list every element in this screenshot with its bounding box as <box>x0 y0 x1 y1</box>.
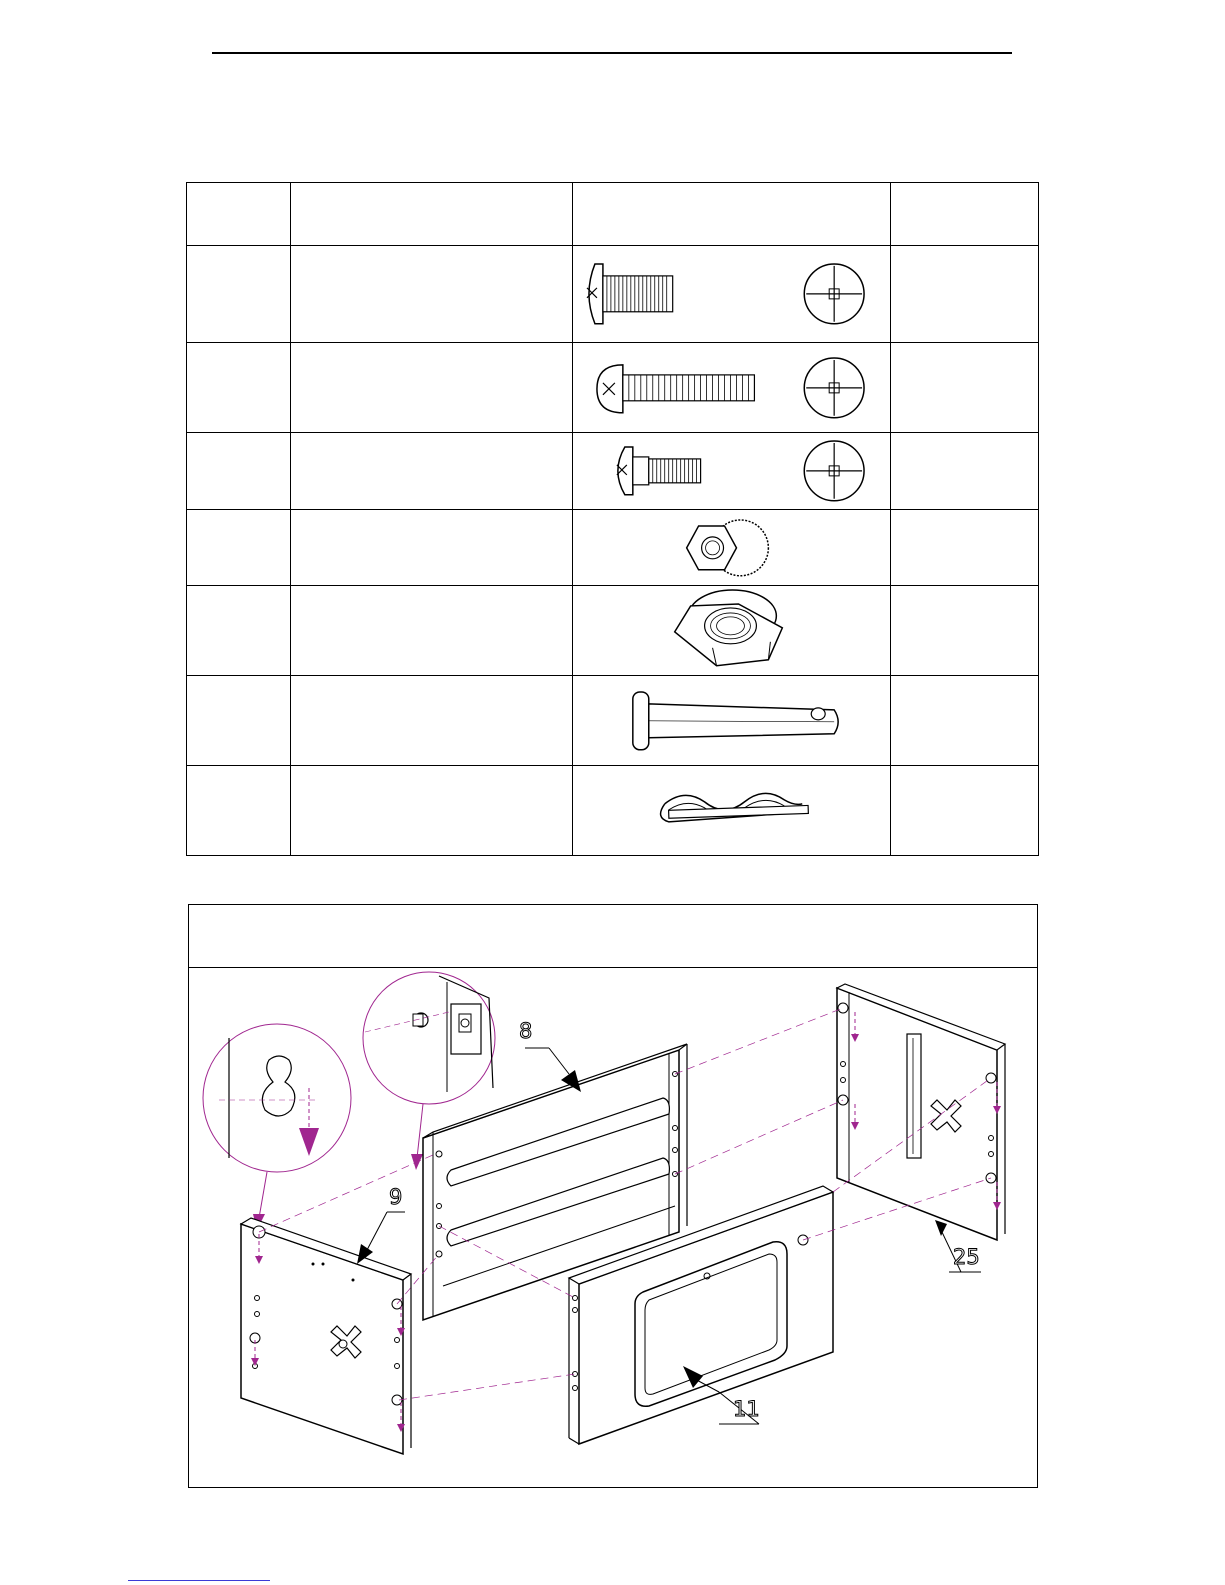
table-row <box>187 585 1039 675</box>
hardware-parts-table <box>186 182 1039 856</box>
phillips-pan-screw-long-icon <box>573 343 890 433</box>
callout-8 <box>519 1019 581 1092</box>
table-row <box>187 433 1039 510</box>
right-side-panel <box>837 984 1005 1240</box>
footer-link-underline <box>128 1580 270 1581</box>
svg-text:9: 9 <box>389 1185 403 1209</box>
header-rule <box>212 52 1012 54</box>
table-row <box>187 342 1039 433</box>
table-row <box>187 675 1039 766</box>
assembly-step-box <box>188 904 1038 1488</box>
lock-nut-icon <box>573 586 890 675</box>
header-picture-cell <box>573 183 891 246</box>
flange-nut-icon <box>573 510 890 585</box>
callout-9 <box>357 1185 405 1264</box>
screw-detail-circle <box>363 972 495 1104</box>
left-side-panel <box>241 1218 411 1454</box>
header-part-no-cell <box>187 183 291 246</box>
step-header <box>189 905 1037 968</box>
assembly-drawing <box>189 968 1037 1486</box>
clevis-pin-icon <box>573 676 890 766</box>
keyhole-detail-circle <box>203 1024 351 1172</box>
svg-text:8: 8 <box>519 1019 533 1043</box>
table-header-row <box>187 183 1039 246</box>
table-row <box>187 246 1039 343</box>
phillips-truss-screw-icon <box>573 246 890 342</box>
r-clip-icon <box>573 766 890 855</box>
svg-text:11: 11 <box>733 1397 760 1421</box>
svg-text:25: 25 <box>953 1245 980 1269</box>
header-qty-cell <box>891 183 1039 246</box>
table-row <box>187 510 1039 586</box>
header-description-cell <box>291 183 573 246</box>
table-row <box>187 766 1039 856</box>
phillips-truss-screw-short-icon <box>573 433 890 509</box>
